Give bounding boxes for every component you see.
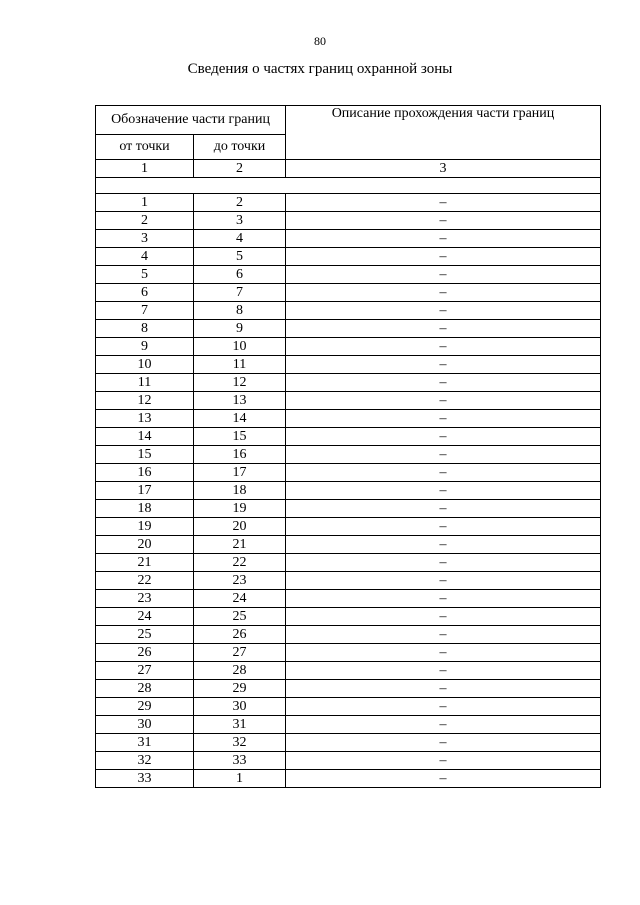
to-point-cell: 12 bbox=[194, 374, 286, 392]
table-row bbox=[96, 554, 601, 572]
header-row bbox=[96, 106, 601, 135]
description-cell: – bbox=[286, 734, 601, 752]
description-cell: – bbox=[286, 230, 601, 248]
to-point-cell: 2 bbox=[194, 194, 286, 212]
from-point-cell: 6 bbox=[96, 284, 194, 302]
column-number-1: 1 bbox=[96, 160, 194, 178]
from-point-cell: 8 bbox=[96, 320, 194, 338]
to-point-cell: 21 bbox=[194, 536, 286, 554]
from-point-cell: 18 bbox=[96, 500, 194, 518]
description-cell: – bbox=[286, 212, 601, 230]
to-point-cell: 20 bbox=[194, 518, 286, 536]
from-point-cell: 15 bbox=[96, 446, 194, 464]
to-point-cell: 33 bbox=[194, 752, 286, 770]
table-row bbox=[96, 716, 601, 734]
table-row bbox=[96, 230, 601, 248]
from-point-cell: 13 bbox=[96, 410, 194, 428]
description-cell: – bbox=[286, 698, 601, 716]
column-number-2: 2 bbox=[194, 160, 286, 178]
page-number: 80 bbox=[314, 34, 326, 48]
table-row bbox=[96, 680, 601, 698]
description-cell: – bbox=[286, 428, 601, 446]
from-point-cell: 30 bbox=[96, 716, 194, 734]
description-cell: – bbox=[286, 374, 601, 392]
table-row bbox=[96, 518, 601, 536]
table-row bbox=[96, 410, 601, 428]
table-row bbox=[96, 284, 601, 302]
to-point-cell: 14 bbox=[194, 410, 286, 428]
from-point-cell: 29 bbox=[96, 698, 194, 716]
table-row bbox=[96, 770, 601, 788]
from-point-cell: 25 bbox=[96, 626, 194, 644]
column-number-3: 3 bbox=[286, 160, 601, 178]
to-point-cell: 30 bbox=[194, 698, 286, 716]
description-cell: – bbox=[286, 680, 601, 698]
from-point-cell: 7 bbox=[96, 302, 194, 320]
table-row bbox=[96, 590, 601, 608]
from-point-cell: 19 bbox=[96, 518, 194, 536]
to-point-cell: 15 bbox=[194, 428, 286, 446]
from-point-cell: 24 bbox=[96, 608, 194, 626]
header-from-cell: от точки bbox=[96, 135, 194, 160]
column-number-row bbox=[96, 160, 601, 178]
from-point-cell: 1 bbox=[96, 194, 194, 212]
to-point-cell: 23 bbox=[194, 572, 286, 590]
description-cell: – bbox=[286, 266, 601, 284]
to-point-cell: 11 bbox=[194, 356, 286, 374]
description-cell: – bbox=[286, 572, 601, 590]
separator-row bbox=[96, 178, 601, 194]
description-cell: – bbox=[286, 626, 601, 644]
to-point-cell: 3 bbox=[194, 212, 286, 230]
to-point-cell: 6 bbox=[194, 266, 286, 284]
from-point-cell: 2 bbox=[96, 212, 194, 230]
description-cell: – bbox=[286, 716, 601, 734]
to-point-cell: 31 bbox=[194, 716, 286, 734]
to-point-cell: 10 bbox=[194, 338, 286, 356]
to-point-cell: 18 bbox=[194, 482, 286, 500]
to-point-cell: 25 bbox=[194, 608, 286, 626]
to-point-cell: 28 bbox=[194, 662, 286, 680]
table-row bbox=[96, 338, 601, 356]
from-point-cell: 5 bbox=[96, 266, 194, 284]
document-title: Сведения о частях границ охранной зоны bbox=[187, 61, 453, 77]
description-cell: – bbox=[286, 662, 601, 680]
table-row bbox=[96, 320, 601, 338]
description-cell: – bbox=[286, 248, 601, 266]
description-cell: – bbox=[286, 320, 601, 338]
header-to-cell: до точки bbox=[194, 135, 286, 160]
table-row bbox=[96, 734, 601, 752]
from-point-cell: 17 bbox=[96, 482, 194, 500]
description-cell: – bbox=[286, 536, 601, 554]
table-row bbox=[96, 608, 601, 626]
from-point-cell: 28 bbox=[96, 680, 194, 698]
to-point-cell: 29 bbox=[194, 680, 286, 698]
from-point-cell: 21 bbox=[96, 554, 194, 572]
table-row bbox=[96, 662, 601, 680]
table-row bbox=[96, 266, 601, 284]
to-point-cell: 17 bbox=[194, 464, 286, 482]
from-point-cell: 20 bbox=[96, 536, 194, 554]
description-cell: – bbox=[286, 752, 601, 770]
description-cell: – bbox=[286, 554, 601, 572]
table-row bbox=[96, 446, 601, 464]
from-point-cell: 26 bbox=[96, 644, 194, 662]
to-point-cell: 16 bbox=[194, 446, 286, 464]
description-cell: – bbox=[286, 410, 601, 428]
description-cell: – bbox=[286, 518, 601, 536]
to-point-cell: 13 bbox=[194, 392, 286, 410]
from-point-cell: 4 bbox=[96, 248, 194, 266]
table-row bbox=[96, 392, 601, 410]
table-row bbox=[96, 482, 601, 500]
to-point-cell: 8 bbox=[194, 302, 286, 320]
table-row bbox=[96, 464, 601, 482]
description-cell: – bbox=[286, 644, 601, 662]
table-row bbox=[96, 194, 601, 212]
table-row bbox=[96, 428, 601, 446]
from-point-cell: 11 bbox=[96, 374, 194, 392]
to-point-cell: 1 bbox=[194, 770, 286, 788]
table-row bbox=[96, 500, 601, 518]
from-point-cell: 22 bbox=[96, 572, 194, 590]
table-row bbox=[96, 572, 601, 590]
from-point-cell: 14 bbox=[96, 428, 194, 446]
description-cell: – bbox=[286, 284, 601, 302]
description-cell: – bbox=[286, 302, 601, 320]
description-cell: – bbox=[286, 482, 601, 500]
from-point-cell: 12 bbox=[96, 392, 194, 410]
from-point-cell: 3 bbox=[96, 230, 194, 248]
table-row bbox=[96, 248, 601, 266]
table-row bbox=[96, 356, 601, 374]
from-point-cell: 33 bbox=[96, 770, 194, 788]
description-cell: – bbox=[286, 338, 601, 356]
table-row bbox=[96, 698, 601, 716]
description-cell: – bbox=[286, 392, 601, 410]
from-point-cell: 16 bbox=[96, 464, 194, 482]
table-row bbox=[96, 752, 601, 770]
to-point-cell: 24 bbox=[194, 590, 286, 608]
from-point-cell: 31 bbox=[96, 734, 194, 752]
description-cell: – bbox=[286, 590, 601, 608]
description-cell: – bbox=[286, 608, 601, 626]
boundary-table bbox=[95, 105, 601, 788]
to-point-cell: 32 bbox=[194, 734, 286, 752]
header-description-cell: Описание прохождения части границ bbox=[286, 106, 601, 160]
table-row bbox=[96, 626, 601, 644]
table-row bbox=[96, 644, 601, 662]
to-point-cell: 7 bbox=[194, 284, 286, 302]
table-row bbox=[96, 536, 601, 554]
from-point-cell: 32 bbox=[96, 752, 194, 770]
to-point-cell: 9 bbox=[194, 320, 286, 338]
description-cell: – bbox=[286, 194, 601, 212]
to-point-cell: 4 bbox=[194, 230, 286, 248]
to-point-cell: 27 bbox=[194, 644, 286, 662]
to-point-cell: 5 bbox=[194, 248, 286, 266]
description-cell: – bbox=[286, 356, 601, 374]
header-group-cell: Обозначение части границ bbox=[96, 106, 286, 135]
to-point-cell: 19 bbox=[194, 500, 286, 518]
from-point-cell: 9 bbox=[96, 338, 194, 356]
description-cell: – bbox=[286, 446, 601, 464]
to-point-cell: 26 bbox=[194, 626, 286, 644]
from-point-cell: 27 bbox=[96, 662, 194, 680]
separator-cell bbox=[96, 178, 601, 194]
table-row bbox=[96, 212, 601, 230]
table-row bbox=[96, 302, 601, 320]
to-point-cell: 22 bbox=[194, 554, 286, 572]
description-cell: – bbox=[286, 770, 601, 788]
description-cell: – bbox=[286, 500, 601, 518]
table-row bbox=[96, 374, 601, 392]
from-point-cell: 23 bbox=[96, 590, 194, 608]
description-cell: – bbox=[286, 464, 601, 482]
from-point-cell: 10 bbox=[96, 356, 194, 374]
